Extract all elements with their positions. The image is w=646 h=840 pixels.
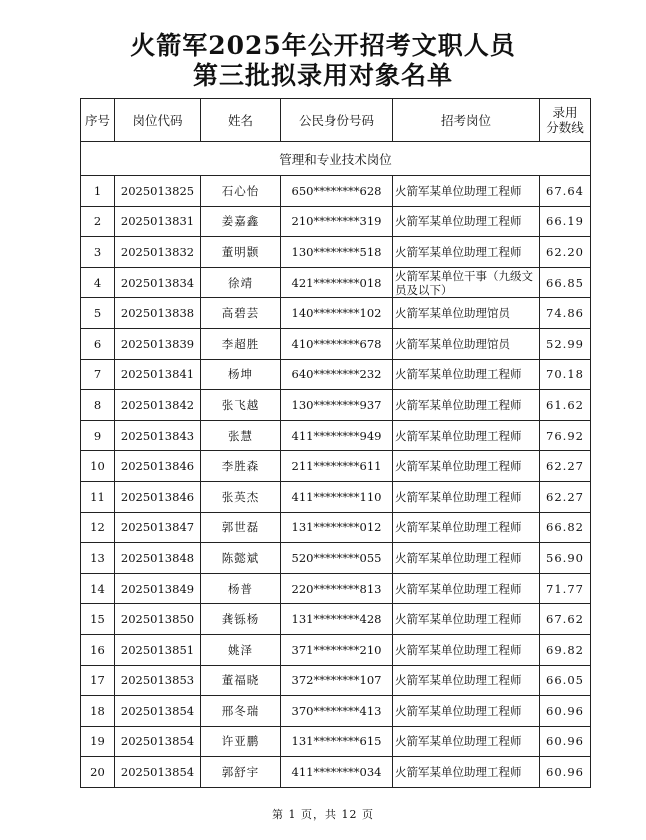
cell-seq: 4: [81, 267, 115, 298]
cell-score: 52.99: [540, 328, 591, 359]
cell-seq: 13: [81, 543, 115, 574]
cell-name: 张英杰: [201, 481, 281, 512]
cell-code: 2025013839: [115, 328, 201, 359]
cell-code: 2025013846: [115, 451, 201, 482]
cell-score: 70.18: [540, 359, 591, 390]
cell-score: 74.86: [540, 298, 591, 329]
cell-code: 2025013831: [115, 206, 201, 237]
table-row: [81, 359, 591, 390]
table-row: [81, 604, 591, 635]
cell-position: 火箭军某单位干事（九级文员及以下）: [393, 267, 540, 298]
header-position: 招考岗位: [393, 99, 540, 142]
cell-seq: 15: [81, 604, 115, 635]
cell-id: 130********518: [281, 237, 393, 268]
cell-id: 140********102: [281, 298, 393, 329]
cell-seq: 9: [81, 420, 115, 451]
cell-name: 许亚鹏: [201, 726, 281, 757]
cell-id: 421********018: [281, 267, 393, 298]
table-row: [81, 543, 591, 574]
cell-id: 371********210: [281, 634, 393, 665]
cell-code: 2025013825: [115, 176, 201, 207]
cell-score: 62.27: [540, 451, 591, 482]
cell-id: 131********428: [281, 604, 393, 635]
table-row: [81, 634, 591, 665]
cell-code: 2025013842: [115, 390, 201, 421]
cell-code: 2025013843: [115, 420, 201, 451]
header-name: 姓名: [201, 99, 281, 142]
cell-seq: 10: [81, 451, 115, 482]
cell-name: 陈懿斌: [201, 543, 281, 574]
cell-id: 131********615: [281, 726, 393, 757]
cell-id: 372********107: [281, 665, 393, 696]
header-score-line2: 分数线: [546, 120, 584, 135]
cell-score: 61.62: [540, 390, 591, 421]
header-seq: 序号: [81, 99, 115, 142]
cell-name: 姜嘉鑫: [201, 206, 281, 237]
cell-position: 火箭军某单位助理工程师: [393, 237, 540, 268]
table-row: [81, 512, 591, 543]
cell-code: 2025013838: [115, 298, 201, 329]
cell-id: 640********232: [281, 359, 393, 390]
cell-code: 2025013850: [115, 604, 201, 635]
cell-name: 张飞越: [201, 390, 281, 421]
cell-code: 2025013847: [115, 512, 201, 543]
cell-seq: 2: [81, 206, 115, 237]
table-row: [81, 176, 591, 207]
cell-score: 66.85: [540, 267, 591, 298]
table-row: [81, 481, 591, 512]
cell-code: 2025013853: [115, 665, 201, 696]
cell-code: 2025013848: [115, 543, 201, 574]
cell-code: 2025013851: [115, 634, 201, 665]
table-body: [81, 176, 591, 788]
cell-seq: 3: [81, 237, 115, 268]
cell-name: 龚铄杨: [201, 604, 281, 635]
cell-code: 2025013854: [115, 757, 201, 788]
cell-score: 60.96: [540, 726, 591, 757]
cell-name: 邢冬瑞: [201, 696, 281, 727]
cell-score: 66.05: [540, 665, 591, 696]
table-row: [81, 696, 591, 727]
table-header-row: [81, 99, 591, 142]
table-row: [81, 665, 591, 696]
cell-position: 火箭军某单位助理工程师: [393, 696, 540, 727]
cell-seq: 6: [81, 328, 115, 359]
cell-score: 60.96: [540, 757, 591, 788]
cell-seq: 1: [81, 176, 115, 207]
cell-name: 郭世磊: [201, 512, 281, 543]
table-row: [81, 390, 591, 421]
cell-score: 60.96: [540, 696, 591, 727]
cell-code: 2025013846: [115, 481, 201, 512]
cell-position: 火箭军某单位助理工程师: [393, 573, 540, 604]
cell-position: 火箭军某单位助理馆员: [393, 328, 540, 359]
cell-id: 370********413: [281, 696, 393, 727]
cell-position: 火箭军某单位助理工程师: [393, 420, 540, 451]
cell-id: 411********034: [281, 757, 393, 788]
table-row: [81, 328, 591, 359]
cell-name: 高碧芸: [201, 298, 281, 329]
cell-id: 650********628: [281, 176, 393, 207]
cell-position: 火箭军某单位助理工程师: [393, 604, 540, 635]
section-row: [81, 142, 591, 176]
cell-id: 211********611: [281, 451, 393, 482]
cell-code: 2025013834: [115, 267, 201, 298]
cell-score: 67.62: [540, 604, 591, 635]
header-score-line1: 录用: [552, 105, 578, 120]
header-code: 岗位代码: [115, 99, 201, 142]
cell-id: 130********937: [281, 390, 393, 421]
cell-seq: 5: [81, 298, 115, 329]
cell-score: 66.19: [540, 206, 591, 237]
table-row: [81, 726, 591, 757]
cell-name: 石心怡: [201, 176, 281, 207]
cell-score: 56.90: [540, 543, 591, 574]
candidate-table: [80, 98, 591, 788]
cell-seq: 17: [81, 665, 115, 696]
cell-position: 火箭军某单位助理工程师: [393, 543, 540, 574]
table-row: [81, 267, 591, 298]
table-row: [81, 298, 591, 329]
cell-code: 2025013832: [115, 237, 201, 268]
cell-name: 李超胜: [201, 328, 281, 359]
document-title-line2: 第三批拟录用对象名单: [192, 61, 453, 90]
cell-name: 董明颢: [201, 237, 281, 268]
cell-name: 杨普: [201, 573, 281, 604]
cell-score: 71.77: [540, 573, 591, 604]
cell-code: 2025013849: [115, 573, 201, 604]
header-id: 公民身份号码: [281, 99, 393, 142]
table-row: [81, 573, 591, 604]
cell-position: 火箭军某单位助理工程师: [393, 451, 540, 482]
cell-id: 411********110: [281, 481, 393, 512]
cell-seq: 18: [81, 696, 115, 727]
section-label: 管理和专业技术岗位: [81, 142, 591, 176]
cell-seq: 11: [81, 481, 115, 512]
cell-name: 李胜森: [201, 451, 281, 482]
cell-position: 火箭军某单位助理工程师: [393, 390, 540, 421]
cell-name: 郭舒宇: [201, 757, 281, 788]
cell-name: 徐靖: [201, 267, 281, 298]
table-row: [81, 451, 591, 482]
cell-seq: 12: [81, 512, 115, 543]
cell-score: 62.27: [540, 481, 591, 512]
cell-position: 火箭军某单位助理工程师: [393, 757, 540, 788]
cell-seq: 20: [81, 757, 115, 788]
cell-score: 62.20: [540, 237, 591, 268]
cell-position: 火箭军某单位助理工程师: [393, 176, 540, 207]
cell-position: 火箭军某单位助理馆员: [393, 298, 540, 329]
table-row: [81, 206, 591, 237]
cell-code: 2025013854: [115, 726, 201, 757]
cell-seq: 14: [81, 573, 115, 604]
page-footer: 第 1 页，共 12 页: [272, 808, 374, 821]
document-title-line1: 火箭军2025年公开招考文职人员: [130, 31, 516, 60]
cell-position: 火箭军某单位助理工程师: [393, 634, 540, 665]
table-row: [81, 420, 591, 451]
cell-id: 220********813: [281, 573, 393, 604]
cell-position: 火箭军某单位助理工程师: [393, 665, 540, 696]
cell-id: 210********319: [281, 206, 393, 237]
cell-name: 姚泽: [201, 634, 281, 665]
cell-id: 131********012: [281, 512, 393, 543]
cell-seq: 8: [81, 390, 115, 421]
table-row: [81, 237, 591, 268]
cell-position: 火箭军某单位助理工程师: [393, 481, 540, 512]
cell-position: 火箭军某单位助理工程师: [393, 359, 540, 390]
cell-seq: 16: [81, 634, 115, 665]
cell-code: 2025013841: [115, 359, 201, 390]
cell-id: 410********678: [281, 328, 393, 359]
cell-position: 火箭军某单位助理工程师: [393, 206, 540, 237]
cell-id: 411********949: [281, 420, 393, 451]
cell-name: 杨坤: [201, 359, 281, 390]
cell-code: 2025013854: [115, 696, 201, 727]
cell-score: 67.64: [540, 176, 591, 207]
table-row: [81, 757, 591, 788]
cell-position: 火箭军某单位助理工程师: [393, 512, 540, 543]
cell-score: 66.82: [540, 512, 591, 543]
cell-seq: 19: [81, 726, 115, 757]
cell-seq: 7: [81, 359, 115, 390]
cell-name: 董福晓: [201, 665, 281, 696]
cell-id: 520********055: [281, 543, 393, 574]
cell-position: 火箭军某单位助理工程师: [393, 726, 540, 757]
cell-score: 69.82: [540, 634, 591, 665]
header-score: [540, 99, 591, 142]
cell-name: 张慧: [201, 420, 281, 451]
cell-score: 76.92: [540, 420, 591, 451]
